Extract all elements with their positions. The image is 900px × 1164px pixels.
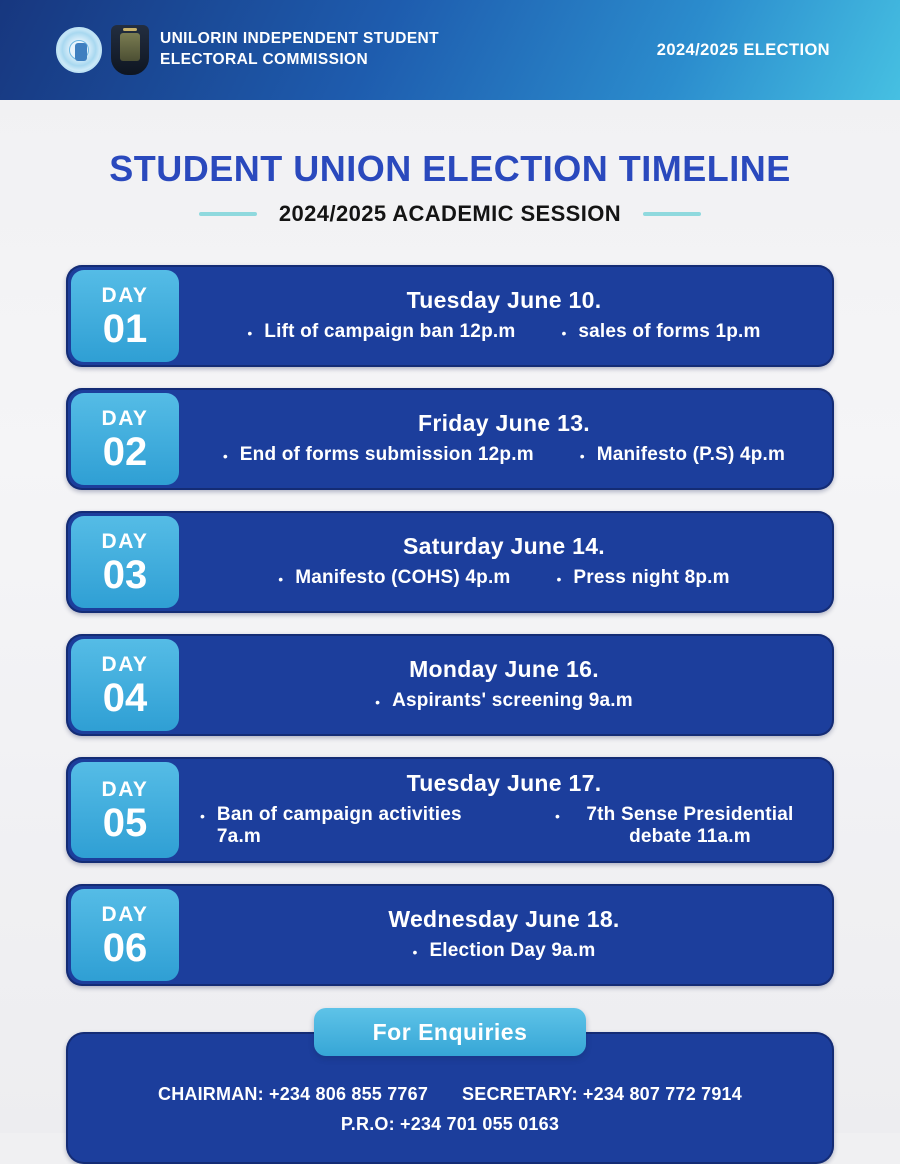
uisec-round-logo-icon xyxy=(56,27,102,73)
day-number: 05 xyxy=(102,800,148,845)
day-number: 04 xyxy=(102,675,148,720)
election-year-label: 2024/2025 ELECTION xyxy=(656,40,830,59)
bullet-icon: • xyxy=(222,448,228,464)
event-list xyxy=(200,804,808,848)
title-block xyxy=(0,148,900,227)
bullet-icon: • xyxy=(412,944,418,960)
day-badge-label: DAY xyxy=(101,406,149,430)
day-date: Tuesday June 10. xyxy=(406,287,602,313)
page-title: STUDENT UNION ELECTION TIMELINE xyxy=(109,148,791,189)
event-item xyxy=(555,804,808,848)
day-date: Friday June 13. xyxy=(418,410,590,436)
contact-secretary: SECRETARY: +234 807 772 7914 xyxy=(462,1084,742,1104)
event-list xyxy=(200,444,808,466)
unilorin-crest-icon xyxy=(111,25,149,75)
event-list xyxy=(200,321,808,343)
day-badge-label: DAY xyxy=(101,652,149,676)
day-badge-5 xyxy=(71,762,179,858)
day-card-3 xyxy=(66,511,834,613)
bullet-icon: • xyxy=(579,448,585,464)
day-badge-label: DAY xyxy=(101,283,149,307)
bullet-icon: • xyxy=(561,325,567,341)
contact-list xyxy=(66,1084,834,1135)
day-date: Saturday June 14. xyxy=(403,533,605,559)
day-number: 03 xyxy=(102,552,148,597)
day-number: 02 xyxy=(102,429,148,474)
bullet-icon: • xyxy=(555,808,560,824)
event-list xyxy=(200,690,808,712)
org-name-line1: UNILORIN INDEPENDENT STUDENT xyxy=(160,30,440,48)
day-badge-3 xyxy=(71,516,179,608)
day-badge-2 xyxy=(71,393,179,485)
event-item xyxy=(223,444,534,466)
day-card-2 xyxy=(66,388,834,490)
bullet-icon: • xyxy=(556,571,562,587)
org-name xyxy=(160,29,439,71)
day-card-5 xyxy=(66,757,834,863)
org-name-line2: ELECTORAL COMMISSION xyxy=(160,51,369,68)
header-band xyxy=(0,0,900,100)
contact-pro: P.R.O: +234 701 055 0163 xyxy=(340,1114,560,1134)
event-text: End of forms submission 12p.m xyxy=(239,444,534,465)
event-item xyxy=(375,690,633,712)
event-text: Ban of campaign activities 7a.m xyxy=(216,804,462,847)
enquiries-badge: For Enquiries xyxy=(314,1008,586,1056)
bullet-icon: • xyxy=(278,571,284,587)
bullet-icon: • xyxy=(247,325,253,341)
contact-chairman: CHAIRMAN: +234 806 855 7767 xyxy=(158,1084,429,1104)
day-badge-label: DAY xyxy=(101,902,149,926)
day-badge-6 xyxy=(71,889,179,981)
decorative-dash-right xyxy=(643,212,701,216)
bullet-icon: • xyxy=(200,808,205,824)
day-card-6 xyxy=(66,884,834,986)
day-badge-1 xyxy=(71,270,179,362)
event-item xyxy=(557,567,730,589)
event-list xyxy=(200,940,808,962)
event-text: 7th Sense Presidential debate 11a.m xyxy=(586,804,794,847)
day-date: Monday June 16. xyxy=(409,656,599,682)
contact-row-2 xyxy=(66,1114,834,1135)
event-list xyxy=(200,567,808,589)
day-badge-4 xyxy=(71,639,179,731)
session-subtitle: 2024/2025 ACADEMIC SESSION xyxy=(278,201,622,226)
event-text: Manifesto (P.S) 4p.m xyxy=(596,444,786,465)
event-item xyxy=(247,321,515,343)
event-item xyxy=(200,804,509,848)
day-number: 06 xyxy=(102,925,148,970)
event-text: Lift of campaign ban 12p.m xyxy=(264,321,516,342)
day-badge-label: DAY xyxy=(101,529,149,553)
event-text: Press night 8p.m xyxy=(573,567,730,588)
event-item xyxy=(561,321,760,343)
timeline-list xyxy=(66,265,834,986)
enquiries-card xyxy=(66,1018,834,1164)
decorative-dash-left xyxy=(199,212,257,216)
day-number: 01 xyxy=(102,306,148,351)
event-text: Manifesto (COHS) 4p.m xyxy=(295,567,511,588)
logo-group xyxy=(56,25,149,75)
subtitle-row xyxy=(0,201,900,227)
bullet-icon: • xyxy=(375,694,381,710)
event-text: Aspirants' screening 9a.m xyxy=(392,690,633,711)
day-date: Tuesday June 17. xyxy=(406,770,602,796)
contact-row-1 xyxy=(66,1084,834,1105)
event-text: sales of forms 1p.m xyxy=(578,321,761,342)
event-item xyxy=(580,444,785,466)
day-card-1 xyxy=(66,265,834,367)
event-text: Election Day 9a.m xyxy=(429,940,596,961)
event-item xyxy=(413,940,596,962)
day-date: Wednesday June 18. xyxy=(388,906,620,932)
event-item xyxy=(278,567,510,589)
day-card-4 xyxy=(66,634,834,736)
day-badge-label: DAY xyxy=(101,777,149,801)
